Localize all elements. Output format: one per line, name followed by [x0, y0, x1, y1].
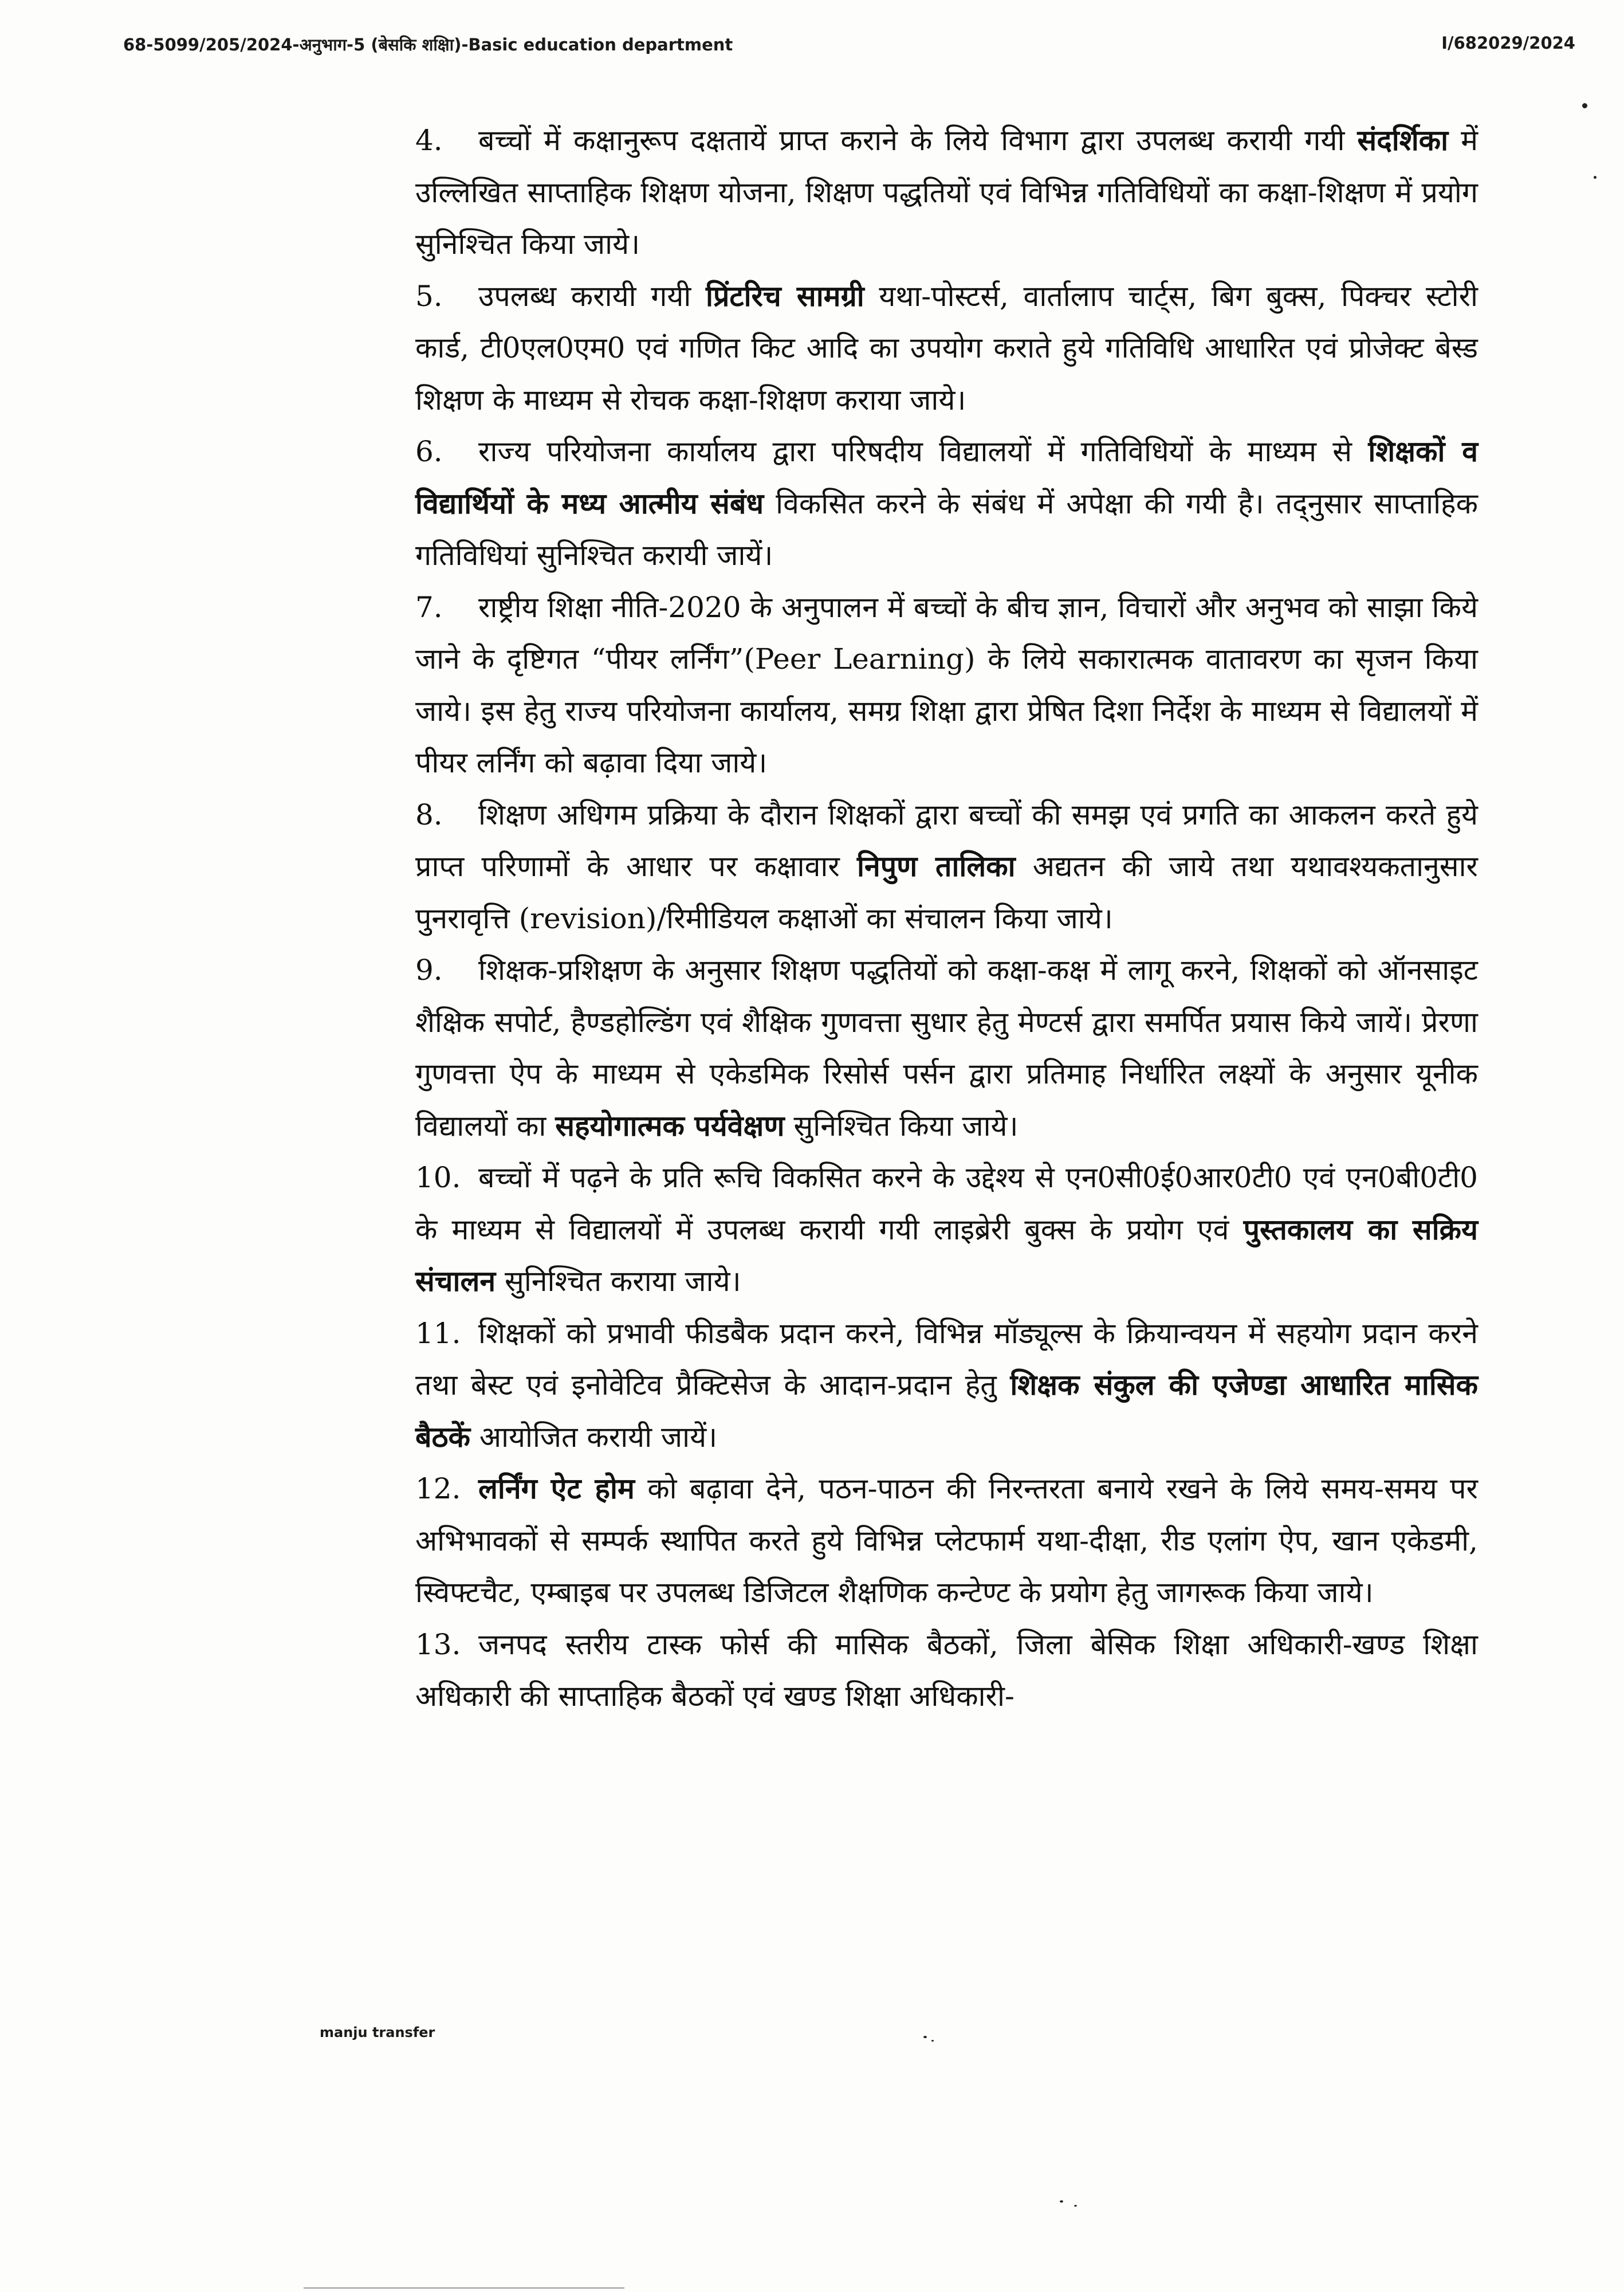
paragraph-emphasis: निपुण तालिका	[857, 849, 1016, 883]
paragraph-number: 10.	[415, 1161, 461, 1194]
paragraph-emphasis: प्रिंटरिच सामग्री	[706, 278, 864, 313]
paragraph-text: सुनिश्चित किया जाये।	[784, 1109, 1019, 1143]
paragraph-number: 13.	[415, 1627, 461, 1661]
paragraph-emphasis: संदर्शिका	[1357, 123, 1449, 157]
paragraph-6	[415, 426, 1478, 582]
paragraph-11	[415, 1308, 1478, 1463]
paragraph-5	[415, 270, 1478, 426]
paragraph-text: यथा-पोस्टर्स, वार्तालाप चार्ट्स, बिग बुक्स, पिक्चर स्टोरी कार्ड, टी0एल0एम0 एवं गणित किट आदि का उपयोग कराते हुये गतिविधि आधारित एवं प्रोजेक्ट बेस्ड शिक्षण के माध्यम से रोचक कक्षा-शिक्षण कराया जाये।	[415, 279, 1478, 417]
paragraph-emphasis: शिक्षकों व विद्यार्थियों के मध्य आत्मीय संबंध	[415, 434, 1478, 520]
paragraph-text: राष्ट्रीय शिक्षा नीति-2020 के अनुपालन में बच्चों के बीच ज्ञान, विचारों और अनुभव को साझा किये जाने के दृष्टिगत “पीयर लर्निंग”(Peer Learning) के लिये सकारात्मक वातावरण का सृजन किया जाये। इस हेतु राज्य परियोजना कार्यालय, समग्र शिक्षा द्वारा प्रेषित दिशा निर्देश के माध्यम से विद्यालयों में पीयर लर्निंग को बढ़ावा दिया जाये।	[415, 590, 1478, 779]
paragraph-number: 8.	[415, 798, 443, 831]
paragraph-emphasis: पुस्तकालय का सक्रिय संचालन	[415, 1212, 1478, 1298]
paragraph-12	[415, 1463, 1478, 1619]
paragraph-text: में उल्लिखित साप्ताहिक शिक्षण योजना, शिक्षण पद्धतियों एवं विभिन्न गतिविधियों का कक्षा-शिक्षण में प्रयोग सुनिश्चित किया जाये।	[415, 124, 1478, 261]
paragraph-number: 6.	[415, 435, 443, 468]
paragraph-emphasis: शिक्षक संकुल की एजेण्डा आधारित मासिक बैठकें	[415, 1368, 1478, 1454]
paragraph-text: विकसित करने के संबंध में अपेक्षा की गयी है। तद्नुसार साप्ताहिक गतिविधियां सुनिश्चित करायी जायें।	[415, 486, 1478, 572]
paragraph-text: आयोजित करायी जायें।	[470, 1420, 718, 1454]
paragraph-4	[415, 115, 1478, 270]
scan-speck	[1060, 2200, 1063, 2203]
paragraph-9	[415, 944, 1478, 1152]
scan-speck	[1074, 2205, 1077, 2207]
paragraph-number: 5.	[415, 279, 443, 313]
paragraph-10	[415, 1152, 1478, 1308]
paragraph-text: जनपद स्तरीय टास्क फोर्स की मासिक बैठकों, जिला बेसिक शिक्षा अधिकारी-खण्ड शिक्षा अधिकारी की साप्ताहिक बैठकों एवं खण्ड शिक्षा अधिकारी-	[415, 1627, 1478, 1713]
paragraph-number: 9.	[415, 953, 443, 987]
paragraph-8	[415, 789, 1478, 945]
document-body	[415, 115, 1478, 1722]
paragraph-emphasis: सहयोगात्मक पर्यवेक्षण	[555, 1108, 785, 1143]
paragraph-text: शिक्षक-प्रशिक्षण के अनुसार शिक्षण पद्धतियों को कक्षा-कक्ष में लागू करने, शिक्षकों को ऑनसाइट शैक्षिक सपोर्ट, हैण्डहोल्डिंग एवं शैक्षिक गुणवत्ता सुधार हेतु मेण्टर्स द्वारा समर्पित प्रयास किये जायें। प्रेरणा गुणवत्ता ऐप के माध्यम से एकेडमिक रिसोर्स पर्सन द्वारा प्रतिमाह निर्धारित लक्ष्यों के अनुसार यूनीक विद्यालयों का	[415, 953, 1478, 1143]
paragraph-7	[415, 582, 1478, 789]
paragraph-text: को बढ़ावा देने, पठन-पाठन की निरन्तरता बनाये रखने के लिये समय-समय पर अभिभावकों से सम्पर्क स्थापित करते हुये विभिन्न प्लेटफार्म यथा-दीक्षा, रीड एलांग ऐप, खान एकेडमी, स्विफ्टचैट, एम्बाइब पर उपलब्ध डिजिटल शैक्षणिक कन्टेण्ट के प्रयोग हेतु जागरूक किया जाये।	[415, 1472, 1478, 1609]
paragraph-number: 12.	[415, 1472, 461, 1505]
paragraph-text: सुनिश्चित कराया जाये।	[496, 1265, 741, 1298]
file-reference-header: 68-5099/205/2024-अनुभाग-5 (बेसकि शक्षिा)-Basic education department	[123, 35, 733, 54]
scan-speck	[923, 2036, 927, 2038]
scan-speck	[931, 2040, 934, 2042]
paragraph-text: राज्य परियोजना कार्यालय द्वारा परिषदीय विद्यालयों में गतिविधियों के माध्यम से	[478, 435, 1369, 468]
footer-note: manju transfer	[320, 2024, 435, 2040]
paragraph-text: शिक्षकों को प्रभावी फीडबैक प्रदान करने, विभिन्न मॉड्यूल्स के क्रियान्वयन में सहयोग प्रदान करने तथा बेस्ट एवं इनोवेटिव प्रैक्टिसेज के आदान-प्रदान हेतु	[415, 1316, 1478, 1402]
paragraph-text: शिक्षण अधिगम प्रक्रिया के दौरान शिक्षकों द्वारा बच्चों की समझ एवं प्रगति का आकलन करते हुये प्राप्त परिणामों के आधार पर कक्षावार	[415, 798, 1478, 883]
paragraph-number: 4.	[415, 124, 443, 157]
paragraph-number: 7.	[415, 590, 443, 624]
document-number-header: I/682029/2024	[1441, 33, 1575, 53]
scan-speck	[1582, 103, 1587, 108]
paragraph-text: उपलब्ध करायी गयी	[478, 279, 706, 313]
paragraph-text: बच्चों में कक्षानुरूप दक्षतायें प्राप्त कराने के लिये विभाग द्वारा उपलब्ध करायी गयी	[478, 124, 1358, 157]
scan-edge-line	[304, 2287, 624, 2289]
paragraph-number: 11.	[415, 1316, 461, 1350]
paragraph-text: बच्चों में पढ़ने के प्रति रूचि विकसित करने के उद्देश्य से एन0सी0ई0आर0टी0 एवं एन0बी0टी0 के माध्यम से विद्यालयों में उपलब्ध करायी गयी लाइब्रेरी बुक्स के प्रयोग एवं	[415, 1161, 1478, 1246]
paragraph-emphasis: लर्निंग ऐट होम	[478, 1471, 635, 1505]
paragraph-13	[415, 1619, 1478, 1722]
scan-speck	[1594, 176, 1597, 179]
paragraph-text: अद्यतन की जाये तथा यथावश्यकतानुसार पुनरावृत्ति (revision)/रिमीडियल कक्षाओं का संचालन किया जाये।	[415, 850, 1478, 935]
